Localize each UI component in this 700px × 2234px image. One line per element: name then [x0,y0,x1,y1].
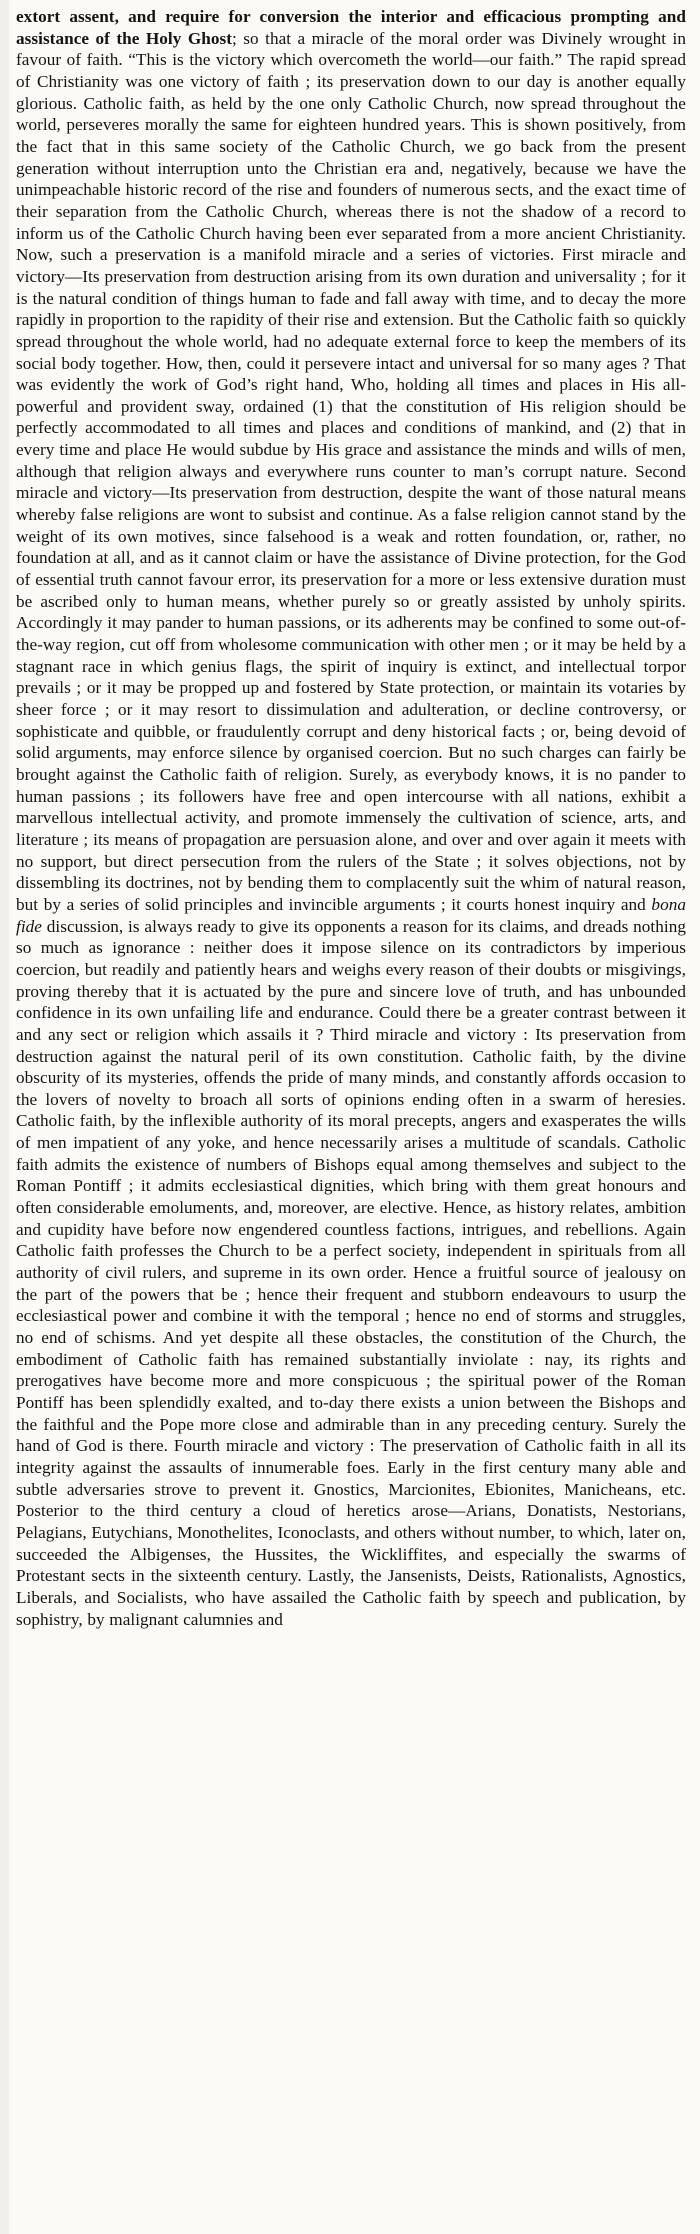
article-paragraph [16,6,686,1630]
opening-bold-text: extort assent, and require for conversion the interior and efficacious prompting and assistance of the Holy Ghost [16,7,686,48]
article-column [16,6,686,1630]
adjacent-column-edge [0,0,9,2234]
italic-phrase: bona fide [16,894,686,936]
body-text-part-2: discussion, is always ready to give its opponents a reason for its claims, and dreads nothing so much as ignorance : neither does it impose silence on its contradictors by imperious coercion, but readily and patiently hears and weighs every reason of their doubts or misgivings, proving thereby that it is actuated by the pure and sincere love of truth, and has unbounded confidence in its own unfailing life and endurance. Could there be a greater contrast between it and any sect or religion which assails it ? Third miracle and victory : Its preservation from destruction against the natural peril of its own constitution. Catholic faith, by the divine obscurity of its mysteries, offends the pride of many minds, and constantly affords occasion to the lovers of novelty to broach all sorts of opinions ending often in a swarm of heresies. Catholic faith, by the inflexible authority of its moral precepts, angers and exasperates the wills of men impatient of any yoke, and hence necessarily arises a multitude of scandals. Catholic faith admits the existence of numbers of Bishops equal among themselves and subject to the Roman Pontiff ; it admits ecclesiastical dignities, which bring with them great honours and often considerable emoluments, and, moreover, are elective. Hence, as history relates, ambition and cupidity have before now engendered countless factions, intrigues, and rebellions. Again Catholic faith professes the Church to be a perfect society, independent in spirituals from all authority of civil rulers, and supreme in its own order. Hence a fruitful source of jealousy on the part of the powers that be ; hence their frequent and stubborn endeavours to usurp the ecclesiastical power and combine it with the temporal ; hence no end of storms and struggles, no end of schisms. And yet despite all these obstacles, the constitution of the Church, the embodiment of Catholic faith has remained substantially inviolate : nay, its rights and prerogatives have become more and more conspicuous ; the spiritual power of the Roman Pontiff has been splendidly exalted, and to-day there exists a union between the Bishops and the faithful and the Pope more close and admirable than in any preceding century. Surely the hand of God is there. Fourth miracle and victory : The preservation of Catholic faith in all its integrity against the assaults of innumerable foes. Early in the first century many able and subtle adversaries strove to prevent it. Gnostics, Marcionites, Ebionites, Manicheans, etc. Posterior to the third century a cloud of heretics arose—Arians, Donatists, Nestorians, Pelagians, Eutychians, Monothelites, Iconoclasts, and others without number, to which, later on, succeeded the Albigenses, the Hussites, the Wickliffites, and especially the swarms of Protestant sects in the sixteenth century. Lastly, the Jansenists, Deists, Rationalists, Agnostics, Liberals, and Socialists, who have assailed the Catholic faith by speech and publication, by sophistry, by malignant calumnies and [16,916,686,1629]
body-text-part-1: ; so that a miracle of the moral order was Divinely wrought in favour of faith. “This is the victory which overcometh the world—our faith.” The rapid spread of Christianity was one victory of faith ; its preservation down to our day is another equally glorious. Catholic faith, as held by the one only Catholic Church, now spread throughout the world, perseveres morally the same for eighteen hundred years. This is shown positively, from the fact that in this same society of the Catholic Church, we go back from the present generation without interruption unto the Christian era and, negatively, because we have the unimpeachable historic record of the rise and founders of numerous sects, and the exact time of their separation from the Catholic Church, whereas there is not the shadow of a record to inform us of the Catholic Church having been ever separated from a more ancient Christianity. Now, such a preservation is a manifold miracle and a series of victories. First miracle and victory—Its preservation from destruction arising from its own duration and universality ; for it is the natural condition of things human to fade and fall away with time, and to decay the more rapidly in proportion to the rapidity of their rise and extension. But the Catholic faith so quickly spread throughout the whole world, had no adequate external force to keep the members of its social body together. How, then, could it persevere intact and universal for so many ages ? That was evidently the work of God’s right hand, Who, holding all times and places in His all-powerful and provident sway, ordained (1) that the constitution of His religion should be perfectly accommodated to all times and places and conditions of mankind, and (2) that in every time and place He would subdue by His grace and assistance the minds and wills of men, although that religion always and everywhere runs counter to man’s corrupt nature. Second miracle and victory—Its preservation from destruction, despite the want of those natural means whereby false religions are wont to subsist and continue. As a false religion cannot stand by the weight of its own motives, since falsehood is a weak and rotten foundation, or, rather, no foundation at all, and as it cannot claim or have the assistance of Divine protection, for the God of essential truth cannot favour error, its preservation for a more or less extensive duration must be ascribed only to human means, whether purely so or greatly assisted by unholy spirits. Accordingly it may pander to human passions, or its adherents may be confined to some out-of-the-way region, cut off from wholesome communication with other men ; or it may be held by a stagnant race in which genius flags, the spirit of inquiry is extinct, and intellectual torpor prevails ; or it may be propped up and fostered by State protection, or maintain its votaries by sheer force ; or it may resort to dissimulation and adulteration, or decline controversy, or sophisticate and quibble, or fraudulently corrupt and deny historical facts ; or, being devoid of solid arguments, may enforce silence by organised coercion. But no such charges can fairly be brought against the Catholic faith of religion. Surely, as everybody knows, it is no pander to human passions ; its followers have free and open intercourse with all nations, exhibit a marvellous intellectual activity, and promote immensely the cultivation of science, arts, and literature ; its means of propagation are persuasion alone, and over and over again it meets with no support, but direct persecution from the rulers of the State ; it solves objections, not by dissembling its doctrines, not by bending them to complacently suit the whim of natural reason, but by a series of solid principles and invincible arguments ; it courts honest inquiry and [16,28,686,914]
